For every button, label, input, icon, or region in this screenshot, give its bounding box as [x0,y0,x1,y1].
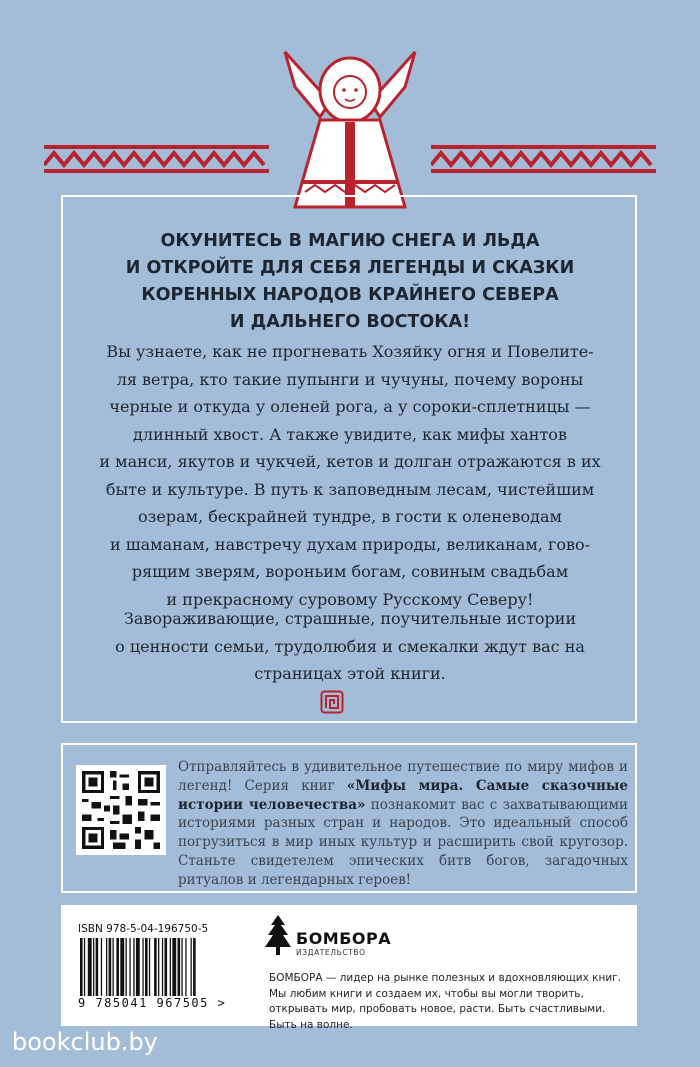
cover-heading [80,228,620,336]
barcode-bar [145,938,148,996]
publisher-description: БОМБОРА — лидер на рынке полезных и вдохновляющих книг. Мы любим книги и создаем их, чтобы вы могли творить, открывать мир, пробовать новое, расти. Быть счастливыми. Быть на волне. [269,972,622,1031]
barcode-bar [162,938,163,996]
barcode-bar [193,938,196,996]
barcode-bar [149,938,150,996]
tagline-paragraph [85,605,615,688]
barcode-bar [170,938,171,996]
tagline-line: Завораживающие, страшные, поучительные истории [123,609,577,628]
barcode-bar [185,938,186,996]
barcode-bar [126,938,127,996]
description-line: и манси, якутов и чукчей, кетов и долган отражаются в их [99,452,601,471]
description-line: быте и культуре. В путь к заповедным лесам, чистейшим [105,479,595,499]
barcode-bar [181,938,182,996]
publisher-subtitle: ИЗДАТЕЛЬСТВО [296,948,366,957]
description-line: и прекрасному суровому Русскому Северу! [166,589,534,609]
publisher-panel [61,905,637,1031]
barcode-block [78,923,288,1010]
barcode-bar [165,938,168,996]
barcode-number: 9 785041 967505 > [78,996,227,1010]
qr-code[interactable] [76,765,166,855]
barcode-bar [109,938,112,996]
barcode-bar [158,938,159,996]
barcode-bar [80,938,83,996]
barcode [78,938,288,996]
barcode-bar [84,938,85,996]
tagline-line: о ценности семьи, трудолюбия и смекалки ждут вас на [115,636,585,656]
description-line: ля ветра, кто такие пупынги и чучуны, почему вороны [116,369,584,389]
description-line: рящим зверям, вороньим богам, совиным свадьбам [131,562,569,581]
barcode-bar [101,938,102,996]
barcode-bar [96,938,99,996]
series-intro: Отправляйтесь в удивительное путешествие по миру мифов и легенд! Серия книг [178,759,628,794]
tagline-line: страницах этой книги. [254,664,446,683]
description-line: озерам, бескрайней тундре, в гости к оленеводам [138,507,562,526]
barcode-bar [178,938,181,996]
barcode-bar [191,938,192,996]
barcode-bar [172,938,176,996]
barcode-bar [142,938,143,996]
description-line: длинный хвост. А также увидите, как мифы хантов [133,424,567,444]
right-ornament-band [431,145,656,173]
barcode-bar [116,938,119,996]
tree-icon [263,913,293,963]
heading-line: И ДАЛЬНЕГО ВОСТОКА! [229,312,471,332]
barcode-bar [136,938,140,996]
heading-line: И ОТКРОЙТЕ ДЛЯ СЕБЯ ЛЕГЕНДЫ И СКАЗКИ [125,258,575,278]
series-description [178,758,628,890]
heading-line: КОРЕННЫХ НАРОДОВ КРАЙНЕГО СЕВЕРА [141,285,559,305]
description-paragraph [85,338,615,613]
barcode-bar [120,938,124,996]
barcode-bar [93,938,94,996]
barcode-bar [133,938,134,996]
heading-line: ОКУНИТЕСЬ В МАГИЮ СНЕГА И ЛЬДА [160,231,540,251]
spiral-logo-icon [320,690,344,714]
barcode-bar [129,938,130,996]
series-name: «Мифы мира. Самые сказочные истории человечества» [178,777,629,813]
series-rest: познакомит вас с захватывающими историями разных стран и народов. Это идеальный способ погрузиться в мир иных культур и расширить свой кругозор. Станьте свидетелем эпических битв богов, загадочных ритуалов и легендарных героев! [178,796,628,888]
barcode-bar [106,938,107,996]
left-ornament-band [44,145,269,173]
publisher-name: БОМБОРА [296,929,392,948]
northern-figure-illustration [265,42,435,217]
description-line: Вы узнаете, как не прогневать Хозяйку огня и Повелите- [106,342,594,361]
isbn-label: ISBN 978-5-04-196750-5 [78,923,209,935]
barcode-bar [113,938,114,996]
description-line: и шаманам, навстречу духам природы, великанам, гово- [109,534,591,554]
barcode-bar [88,938,92,996]
description-line: черные и откуда у оленей рога, а у сороки-сплетницы — [109,397,591,416]
barcode-bar [154,938,157,996]
watermark[interactable]: bookclub.by [12,1028,158,1056]
